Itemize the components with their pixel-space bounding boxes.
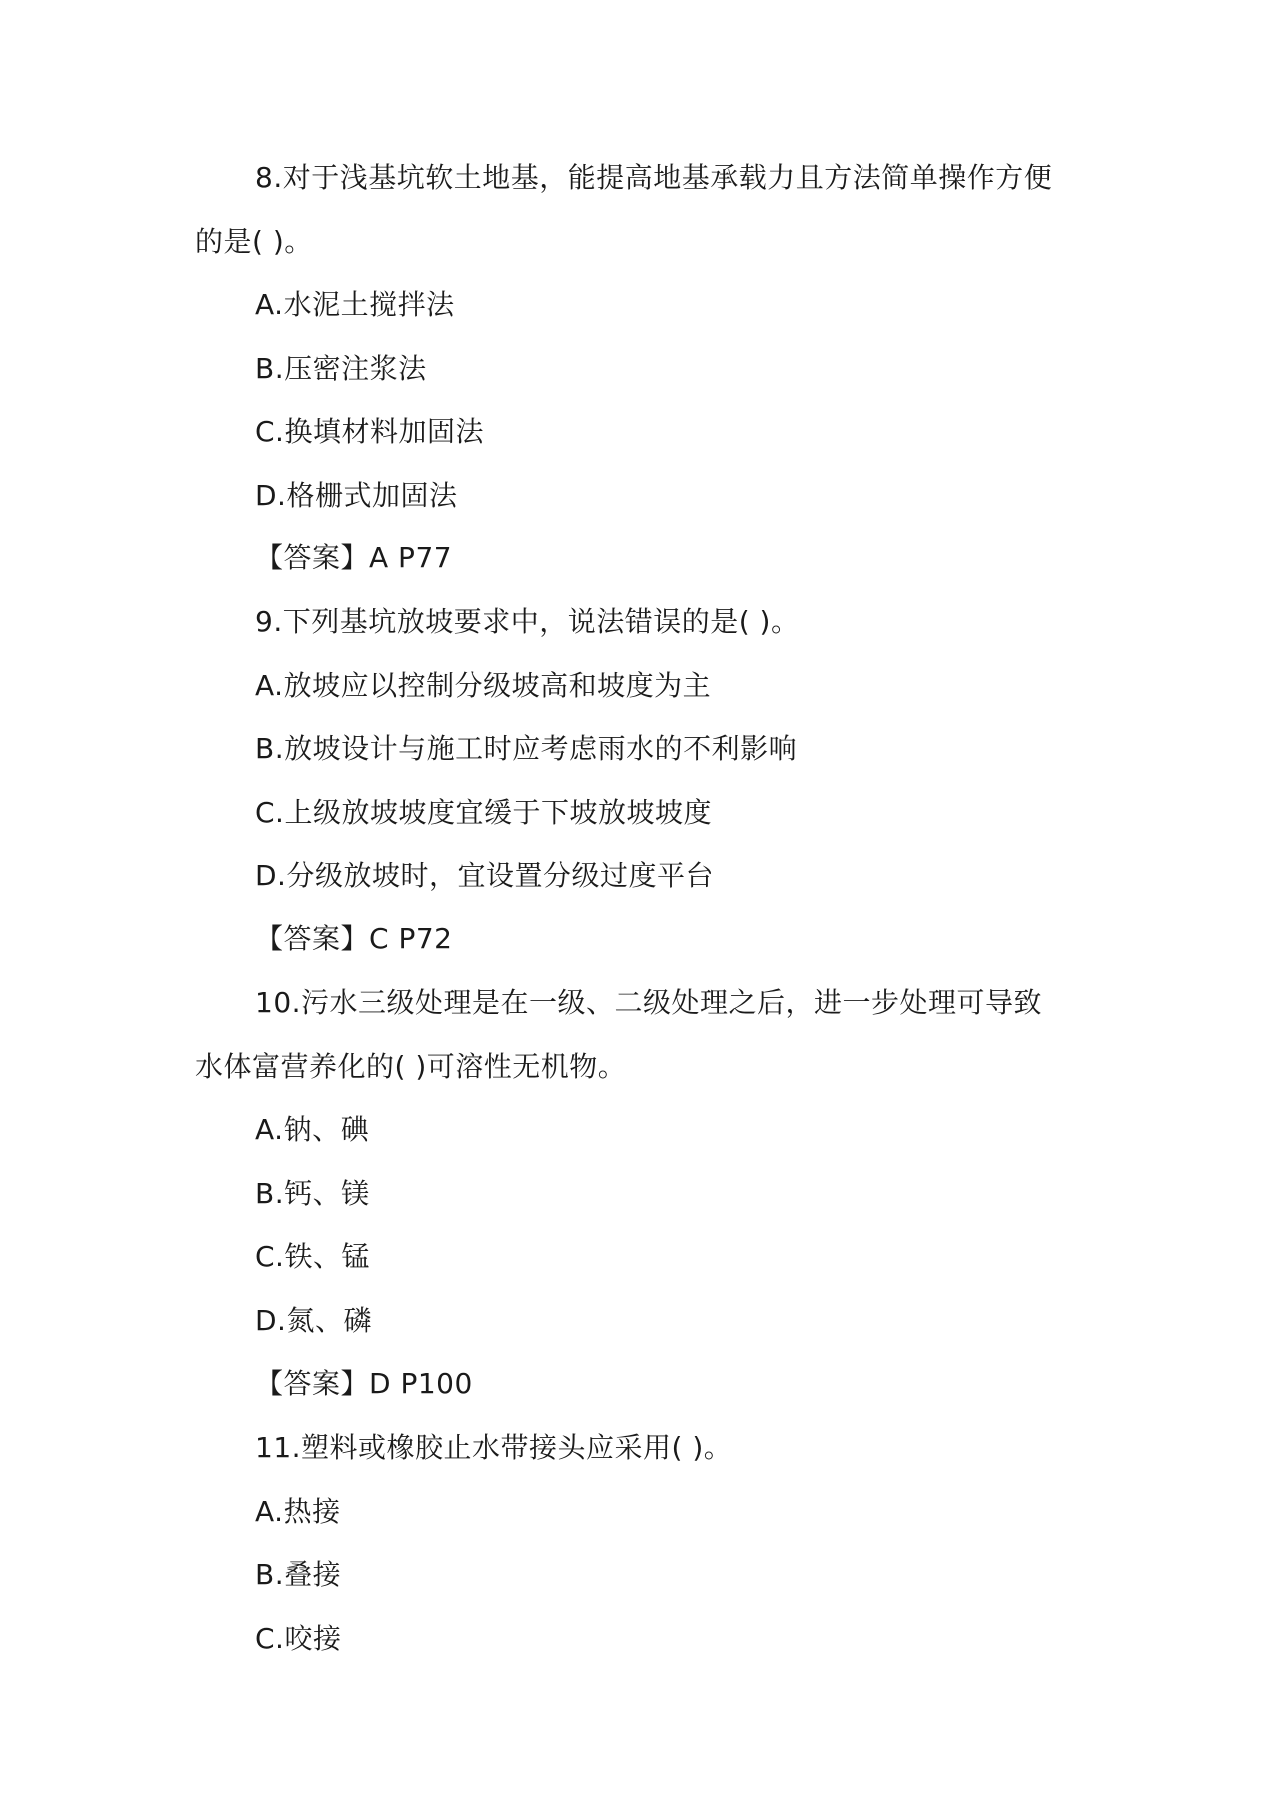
question-10-option-a: A.钠、碘 bbox=[255, 1113, 370, 1146]
question-10-option-b: B.钙、镁 bbox=[255, 1177, 370, 1210]
question-8-stem-line-2: 的是( )。 bbox=[195, 225, 313, 258]
question-9-option-c: C.上级放坡坡度宜缓于下坡放坡坡度 bbox=[255, 796, 712, 829]
question-8-option-a: A.水泥土搅拌法 bbox=[255, 288, 455, 321]
question-10-stem-line-2: 水体富营养化的( )可溶性无机物。 bbox=[195, 1050, 627, 1083]
question-10-option-d: D.氮、磷 bbox=[255, 1304, 372, 1337]
question-11-option-a: A.热接 bbox=[255, 1495, 341, 1528]
question-11-stem-line-1: 11.塑料或橡胶止水带接头应采用( )。 bbox=[255, 1431, 733, 1464]
question-8-option-b: B.压密注浆法 bbox=[255, 352, 427, 385]
question-11-option-b: B.叠接 bbox=[255, 1558, 342, 1591]
question-10-stem-line-1: 10.污水三级处理是在一级、二级处理之后，进一步处理可导致 bbox=[255, 986, 1043, 1019]
question-8-option-d: D.格栅式加固法 bbox=[255, 479, 458, 512]
question-8-option-c: C.换填材料加固法 bbox=[255, 415, 484, 448]
question-10-answer: 【答案】D P100 bbox=[255, 1367, 473, 1400]
question-9-option-d: D.分级放坡时，宜设置分级过度平台 bbox=[255, 859, 714, 892]
question-8-stem-line-1: 8.对于浅基坑软土地基，能提高地基承载力且方法简单操作方便 bbox=[255, 161, 1053, 194]
question-9-option-b: B.放坡设计与施工时应考虑雨水的不利影响 bbox=[255, 732, 798, 765]
question-9-option-a: A.放坡应以控制分级坡高和坡度为主 bbox=[255, 669, 712, 702]
question-9-stem-line-1: 9.下列基坑放坡要求中，说法错误的是( )。 bbox=[255, 605, 800, 638]
question-11-option-c: C.咬接 bbox=[255, 1622, 342, 1655]
question-10-option-c: C.铁、锰 bbox=[255, 1240, 370, 1273]
question-8-answer: 【答案】A P77 bbox=[255, 541, 453, 574]
question-9-answer: 【答案】C P72 bbox=[255, 922, 453, 955]
